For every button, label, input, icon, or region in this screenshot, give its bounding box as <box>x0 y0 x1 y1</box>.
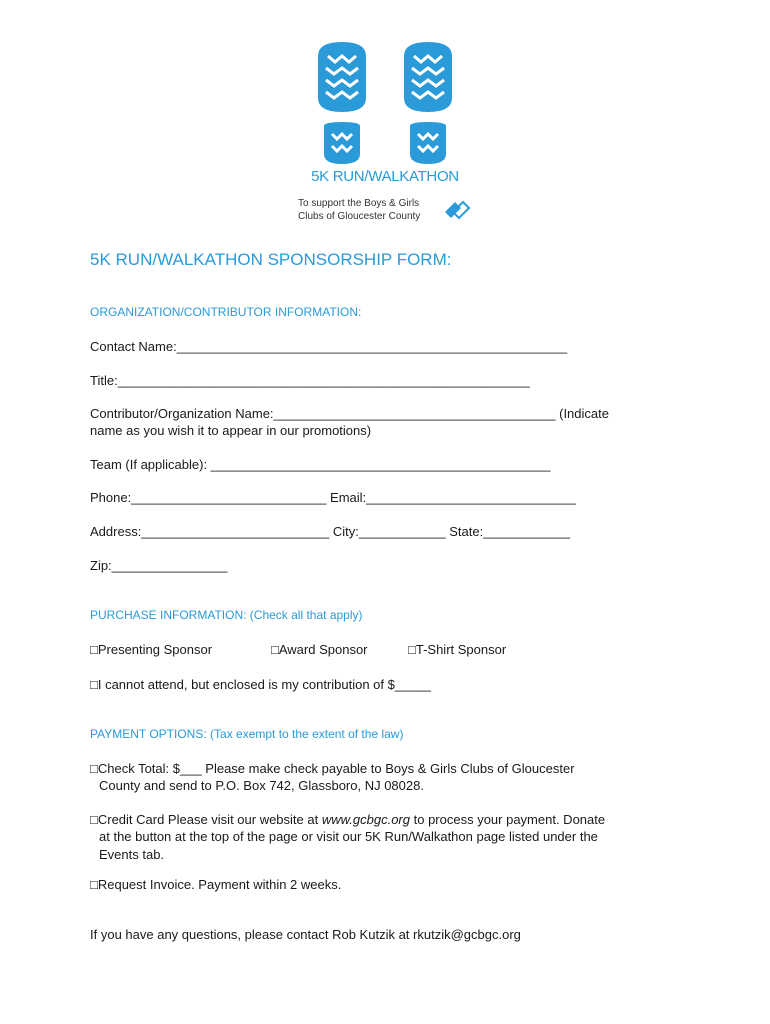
contributor-name-note: name as you wish it to appear in our promotions) <box>90 423 372 438</box>
tshirt-sponsor-checkbox[interactable]: □T-Shirt Sponsor <box>408 642 507 657</box>
phone-email-field[interactable]: Phone:___________________________ Email:_____________________________ <box>90 490 576 505</box>
credit-card-text-end: to process your payment. Donate <box>410 812 606 827</box>
credit-card-option[interactable] <box>90 811 605 828</box>
payment-section-heading: PAYMENT OPTIONS: (Tax exempt to the extent of the law) <box>90 727 404 741</box>
award-sponsor-checkbox[interactable]: □Award Sponsor <box>271 642 368 657</box>
credit-card-note-2: Events tab. <box>99 847 165 862</box>
tagline-line-1: To support the Boys & Girls <box>298 198 420 209</box>
shoeprint-icon <box>300 38 470 168</box>
tagline-line-2: Clubs of Gloucester County <box>298 211 421 222</box>
credit-card-text: □Credit Card Please visit our website at <box>90 812 322 827</box>
contact-name-field[interactable]: Contact Name:______________________________________________________ <box>90 339 568 354</box>
request-invoice-option[interactable]: □Request Invoice. Payment within 2 weeks. <box>90 877 342 892</box>
title-field[interactable]: Title:_________________________________________________________ <box>90 373 530 388</box>
contact-footer: If you have any questions, please contact Rob Kutzik at rkutzik@gcbgc.org <box>90 927 521 942</box>
check-payment-note: County and send to P.O. Box 742, Glassboro, NJ 08028. <box>99 778 424 793</box>
purchase-section-heading: PURCHASE INFORMATION: (Check all that apply) <box>90 608 363 622</box>
team-field[interactable]: Team (If applicable): _______________________________________________ <box>90 457 551 472</box>
address-city-state-field[interactable]: Address:__________________________ City:____________ State:____________ <box>90 524 570 539</box>
credit-card-note-1: at the button at the top of the page or visit our 5K Run/Walkathon page listed under the <box>99 829 598 844</box>
check-payment-option[interactable]: □Check Total: $___ Please make check payable to Boys & Girls Clubs of Gloucester <box>90 761 575 776</box>
contribution-checkbox[interactable]: □I cannot attend, but enclosed is my contribution of $_____ <box>90 677 432 692</box>
presenting-sponsor-checkbox[interactable]: □Presenting Sponsor <box>90 642 213 657</box>
event-tagline <box>298 197 420 223</box>
event-name: 5K RUN/WALKATHON <box>311 168 459 185</box>
zip-field[interactable]: Zip:________________ <box>90 558 228 573</box>
contributor-name-field[interactable]: Contributor/Organization Name:_______________________________________ (Indicate <box>90 406 609 421</box>
website-link[interactable]: www.gcbgc.org <box>321 812 410 827</box>
form-title: 5K RUN/WALKATHON SPONSORSHIP FORM: <box>90 250 452 269</box>
org-section-heading: ORGANIZATION/CONTRIBUTOR INFORMATION: <box>90 305 362 319</box>
boys-girls-clubs-logo-icon <box>443 198 471 227</box>
